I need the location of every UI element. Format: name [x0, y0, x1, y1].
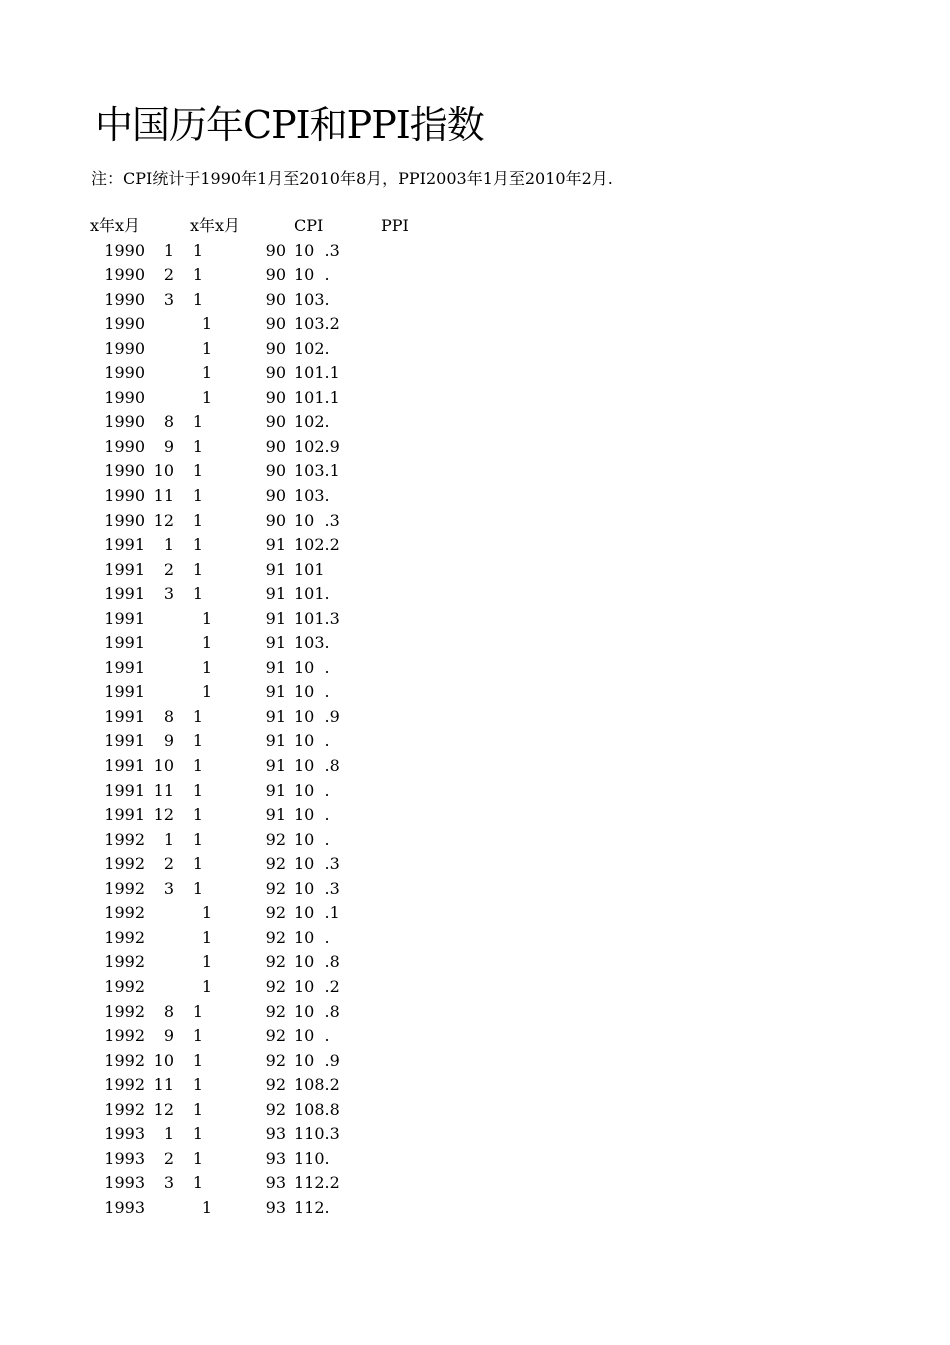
cell-day: 1 — [201, 927, 212, 947]
cell-year-short: 91 — [265, 731, 286, 751]
cell-month: 2 — [163, 1148, 174, 1168]
cell-month: 8 — [163, 706, 174, 726]
cell-day: 1 — [192, 535, 203, 555]
cell-year: 1992 — [104, 829, 145, 849]
cell-day: 1 — [192, 559, 203, 579]
cell-year: 1990 — [104, 289, 145, 309]
table-row — [0, 533, 950, 558]
table-row — [0, 410, 950, 435]
cell-year: 1992 — [104, 1075, 145, 1095]
cell-day: 1 — [192, 1148, 203, 1168]
cell-cpi: 10 . — [294, 657, 330, 677]
cell-day: 1 — [201, 363, 212, 383]
cell-day: 1 — [192, 289, 203, 309]
table-row — [0, 239, 950, 264]
cell-cpi: 10 .2 — [294, 976, 340, 996]
cell-month: 12 — [153, 510, 174, 530]
cell-year-short: 91 — [265, 608, 286, 628]
cell-cpi: 112.2 — [294, 1173, 340, 1193]
cell-year-short: 92 — [265, 976, 286, 996]
cell-month: 9 — [163, 436, 174, 456]
table-row — [0, 1024, 950, 1049]
cell-day: 1 — [192, 1050, 203, 1070]
cell-year-short: 92 — [265, 1001, 286, 1021]
cell-day: 1 — [192, 584, 203, 604]
cell-year: 1992 — [104, 1099, 145, 1119]
cell-cpi: 110.3 — [294, 1124, 340, 1144]
cell-year-short: 90 — [265, 461, 286, 481]
cell-year-short: 92 — [265, 1075, 286, 1095]
cell-year-short: 91 — [265, 633, 286, 653]
cell-year: 1993 — [104, 1173, 145, 1193]
cell-cpi: 103.1 — [294, 461, 340, 481]
table-row — [0, 877, 950, 902]
cell-cpi: 103. — [294, 486, 330, 506]
table-row — [0, 1122, 950, 1147]
cell-cpi: 10 .8 — [294, 756, 340, 776]
cell-day: 1 — [201, 608, 212, 628]
cell-day: 1 — [192, 805, 203, 825]
cell-year: 1991 — [104, 805, 145, 825]
table-row — [0, 828, 950, 853]
cell-cpi: 102. — [294, 412, 330, 432]
cell-month: 12 — [153, 1099, 174, 1119]
cell-year: 1992 — [104, 952, 145, 972]
cell-cpi: 110. — [294, 1148, 330, 1168]
cell-year: 1991 — [104, 682, 145, 702]
table-row — [0, 754, 950, 779]
cell-month: 9 — [163, 731, 174, 751]
cell-day: 1 — [192, 510, 203, 530]
cell-day: 1 — [192, 731, 203, 751]
cell-year: 1992 — [104, 1026, 145, 1046]
cell-cpi: 10 .8 — [294, 1001, 340, 1021]
cell-month: 8 — [163, 1001, 174, 1021]
cell-cpi: 10 .3 — [294, 878, 340, 898]
cell-cpi: 101 — [294, 559, 325, 579]
cell-day: 1 — [192, 878, 203, 898]
cell-year-short: 91 — [265, 780, 286, 800]
cell-cpi: 101.1 — [294, 363, 340, 383]
table-row — [0, 607, 950, 632]
cell-cpi: 10 . — [294, 829, 330, 849]
cell-year-short: 91 — [265, 584, 286, 604]
cell-cpi: 108.2 — [294, 1075, 340, 1095]
table-row — [0, 582, 950, 607]
cell-year: 1992 — [104, 903, 145, 923]
cell-year: 1990 — [104, 338, 145, 358]
cell-day: 1 — [201, 952, 212, 972]
cell-day: 1 — [192, 854, 203, 874]
cell-cpi: 10 . — [294, 731, 330, 751]
cell-month: 10 — [153, 756, 174, 776]
table-row — [0, 779, 950, 804]
cell-day: 1 — [192, 829, 203, 849]
cell-year-short: 90 — [265, 363, 286, 383]
table-row — [0, 1098, 950, 1123]
page-title: 中国历年CPI和PPI指数 — [95, 103, 484, 147]
cell-year: 1991 — [104, 535, 145, 555]
cell-year-short: 90 — [265, 314, 286, 334]
table-row — [0, 1147, 950, 1172]
table-row — [0, 1000, 950, 1025]
cell-month: 11 — [153, 1075, 174, 1095]
cell-cpi: 103.2 — [294, 314, 340, 334]
cell-month: 12 — [153, 805, 174, 825]
cell-year-short: 92 — [265, 903, 286, 923]
data-table — [0, 214, 950, 1220]
cell-year-short: 90 — [265, 387, 286, 407]
cell-month: 8 — [163, 412, 174, 432]
cell-year-short: 90 — [265, 510, 286, 530]
cell-year: 1990 — [104, 436, 145, 456]
table-row — [0, 803, 950, 828]
cell-year: 1990 — [104, 240, 145, 260]
cell-day: 1 — [201, 903, 212, 923]
table-row — [0, 558, 950, 583]
cell-day: 1 — [201, 976, 212, 996]
cell-day: 1 — [201, 1197, 212, 1217]
cell-cpi: 10 .9 — [294, 1050, 340, 1070]
table-row — [0, 1073, 950, 1098]
table-row — [0, 656, 950, 681]
cell-day: 1 — [201, 338, 212, 358]
cell-year: 1992 — [104, 854, 145, 874]
cell-cpi: 10 .8 — [294, 952, 340, 972]
cell-month: 10 — [153, 1050, 174, 1070]
cell-year-short: 92 — [265, 927, 286, 947]
header-ppi: PPI — [381, 216, 409, 235]
cell-year: 1991 — [104, 559, 145, 579]
cell-day: 1 — [192, 780, 203, 800]
cell-year: 1992 — [104, 976, 145, 996]
cell-year: 1990 — [104, 412, 145, 432]
cell-year: 1992 — [104, 1001, 145, 1021]
cell-year-short: 91 — [265, 756, 286, 776]
cell-year: 1992 — [104, 878, 145, 898]
cell-year: 1990 — [104, 314, 145, 334]
cell-year-short: 91 — [265, 682, 286, 702]
cell-year-short: 90 — [265, 240, 286, 260]
cell-month: 1 — [163, 1124, 174, 1144]
cell-month: 3 — [163, 1173, 174, 1193]
cell-year: 1991 — [104, 633, 145, 653]
table-row — [0, 1196, 950, 1221]
note-text: 注：CPI统计于1990年1月至2010年8月，PPI2003年1月至2010年2月. — [91, 169, 613, 188]
cell-month: 2 — [163, 854, 174, 874]
table-row — [0, 337, 950, 362]
cell-month: 3 — [163, 584, 174, 604]
cell-year: 1990 — [104, 486, 145, 506]
table-row — [0, 484, 950, 509]
cell-year-short: 92 — [265, 829, 286, 849]
cell-day: 1 — [192, 1124, 203, 1144]
cell-cpi: 112. — [294, 1197, 330, 1217]
cell-month: 2 — [163, 265, 174, 285]
cell-month: 2 — [163, 559, 174, 579]
table-row — [0, 509, 950, 534]
table-row — [0, 729, 950, 754]
cell-year: 1991 — [104, 584, 145, 604]
cell-year: 1990 — [104, 265, 145, 285]
cell-day: 1 — [201, 682, 212, 702]
cell-year: 1992 — [104, 927, 145, 947]
cell-cpi: 10 . — [294, 805, 330, 825]
cell-year-short: 92 — [265, 1099, 286, 1119]
cell-month: 11 — [153, 486, 174, 506]
cell-year: 1993 — [104, 1197, 145, 1217]
cell-year: 1991 — [104, 756, 145, 776]
cell-year-short: 93 — [265, 1124, 286, 1144]
cell-month: 3 — [163, 878, 174, 898]
cell-year: 1991 — [104, 657, 145, 677]
cell-cpi: 10 . — [294, 1026, 330, 1046]
cell-year-short: 92 — [265, 854, 286, 874]
cell-cpi: 101.3 — [294, 608, 340, 628]
table-header-row — [0, 214, 950, 239]
cell-year-short: 93 — [265, 1197, 286, 1217]
cell-year-short: 91 — [265, 535, 286, 555]
cell-month: 11 — [153, 780, 174, 800]
cell-year: 1990 — [104, 363, 145, 383]
cell-year-short: 90 — [265, 412, 286, 432]
cell-year: 1991 — [104, 780, 145, 800]
cell-cpi: 10 . — [294, 682, 330, 702]
table-row — [0, 288, 950, 313]
cell-day: 1 — [201, 657, 212, 677]
cell-year-short: 90 — [265, 436, 286, 456]
cell-year-short: 92 — [265, 1026, 286, 1046]
cell-cpi: 10 .9 — [294, 706, 340, 726]
cell-year-short: 91 — [265, 657, 286, 677]
table-row — [0, 435, 950, 460]
cell-cpi: 10 .3 — [294, 240, 340, 260]
cell-year-short: 93 — [265, 1173, 286, 1193]
cell-year: 1993 — [104, 1124, 145, 1144]
cell-month: 1 — [163, 535, 174, 555]
cell-cpi: 10 .3 — [294, 854, 340, 874]
cell-day: 1 — [201, 314, 212, 334]
cell-year: 1991 — [104, 608, 145, 628]
cell-year: 1991 — [104, 731, 145, 751]
cell-cpi: 101. — [294, 584, 330, 604]
cell-month: 3 — [163, 289, 174, 309]
table-row — [0, 680, 950, 705]
cell-year: 1990 — [104, 510, 145, 530]
cell-day: 1 — [192, 1001, 203, 1021]
table-row — [0, 852, 950, 877]
cell-year-short: 91 — [265, 805, 286, 825]
cell-year-short: 90 — [265, 338, 286, 358]
cell-day: 1 — [201, 633, 212, 653]
cell-year: 1991 — [104, 706, 145, 726]
cell-cpi: 10 . — [294, 265, 330, 285]
cell-year-short: 93 — [265, 1148, 286, 1168]
cell-cpi: 102. — [294, 338, 330, 358]
cell-year: 1993 — [104, 1148, 145, 1168]
table-row — [0, 631, 950, 656]
table-row — [0, 263, 950, 288]
table-row — [0, 705, 950, 730]
header-year-month-2: x年x月 — [190, 216, 241, 235]
cell-year-short: 90 — [265, 486, 286, 506]
cell-cpi: 103. — [294, 289, 330, 309]
cell-year-short: 92 — [265, 952, 286, 972]
cell-day: 1 — [201, 387, 212, 407]
header-year-month-1: x年x月 — [90, 216, 141, 235]
cell-year-short: 92 — [265, 1050, 286, 1070]
cell-cpi: 101.1 — [294, 387, 340, 407]
cell-year: 1992 — [104, 1050, 145, 1070]
cell-day: 1 — [192, 1173, 203, 1193]
cell-day: 1 — [192, 240, 203, 260]
table-row — [0, 459, 950, 484]
cell-year-short: 91 — [265, 706, 286, 726]
cell-year-short: 92 — [265, 878, 286, 898]
cell-day: 1 — [192, 265, 203, 285]
cell-cpi: 103. — [294, 633, 330, 653]
cell-cpi: 102.9 — [294, 436, 340, 456]
cell-day: 1 — [192, 436, 203, 456]
table-row — [0, 950, 950, 975]
cell-month: 1 — [163, 240, 174, 260]
cell-cpi: 10 .3 — [294, 510, 340, 530]
table-row — [0, 1171, 950, 1196]
cell-cpi: 102.2 — [294, 535, 340, 555]
cell-cpi: 10 . — [294, 780, 330, 800]
cell-day: 1 — [192, 486, 203, 506]
table-row — [0, 901, 950, 926]
cell-month: 9 — [163, 1026, 174, 1046]
table-row — [0, 1049, 950, 1074]
cell-year-short: 90 — [265, 265, 286, 285]
cell-year-short: 90 — [265, 289, 286, 309]
cell-day: 1 — [192, 412, 203, 432]
cell-day: 1 — [192, 461, 203, 481]
table-row — [0, 312, 950, 337]
cell-day: 1 — [192, 1075, 203, 1095]
cell-year-short: 91 — [265, 559, 286, 579]
cell-month: 1 — [163, 829, 174, 849]
cell-day: 1 — [192, 1099, 203, 1119]
table-row — [0, 975, 950, 1000]
cell-cpi: 10 . — [294, 927, 330, 947]
table-row — [0, 386, 950, 411]
cell-day: 1 — [192, 1026, 203, 1046]
cell-day: 1 — [192, 706, 203, 726]
header-cpi: CPI — [294, 216, 324, 235]
table-row — [0, 361, 950, 386]
cell-cpi: 10 .1 — [294, 903, 340, 923]
cell-year: 1990 — [104, 461, 145, 481]
table-row — [0, 926, 950, 951]
cell-cpi: 108.8 — [294, 1099, 340, 1119]
cell-month: 10 — [153, 461, 174, 481]
cell-day: 1 — [192, 756, 203, 776]
cell-year: 1990 — [104, 387, 145, 407]
